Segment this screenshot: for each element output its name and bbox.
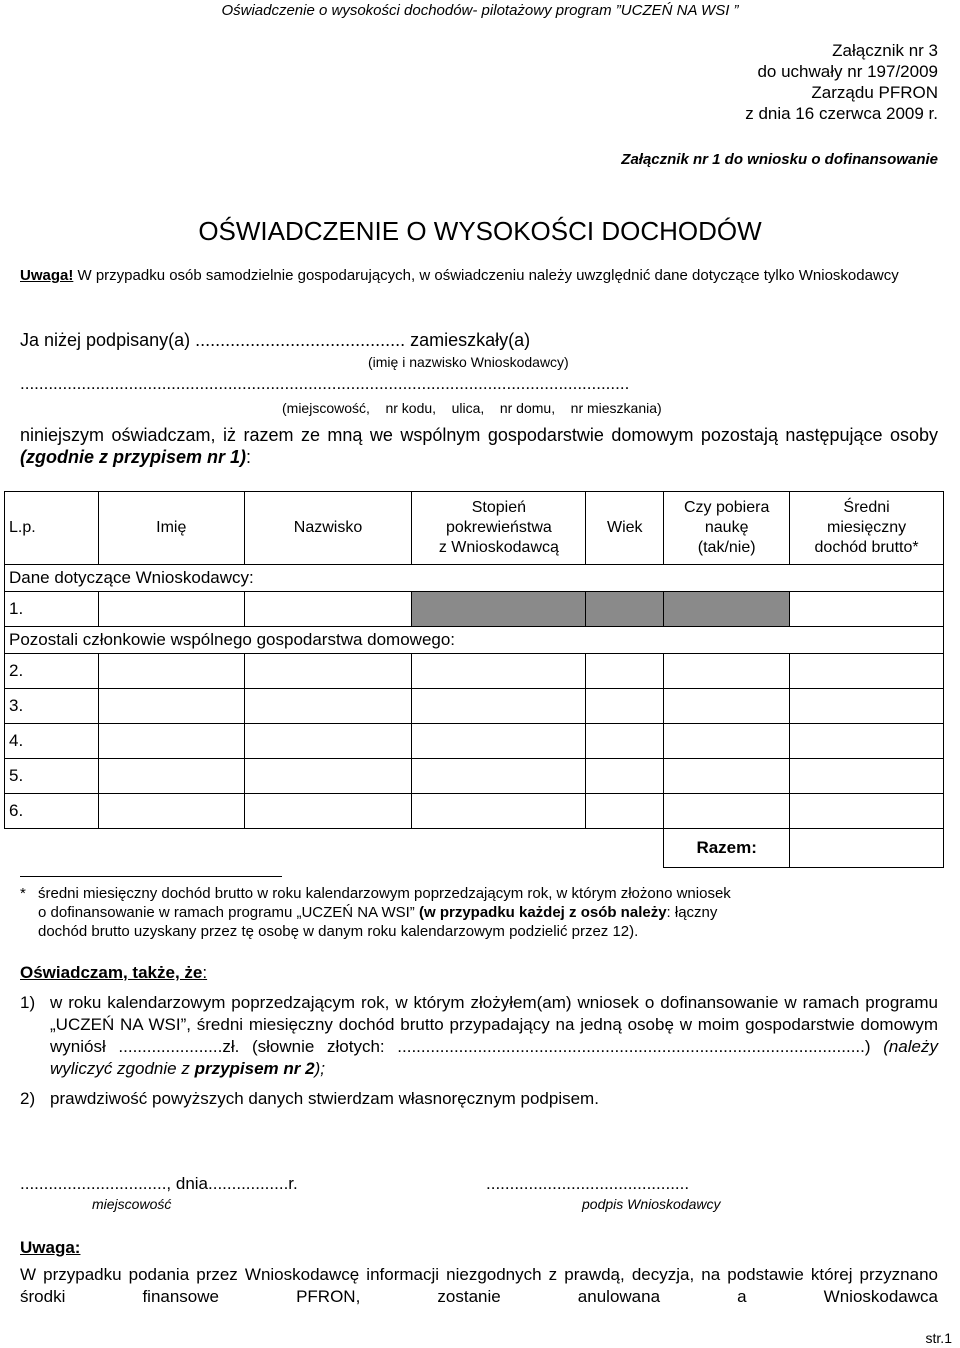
- statements-heading-text: Oświadczam, także, że: [20, 963, 203, 982]
- cell-surname[interactable]: [244, 654, 412, 689]
- cell-study[interactable]: [664, 689, 790, 724]
- footnote-line: dochód brutto uzyskany przez tę osobę w danym roku kalendarzowym podzielić przez 12).: [38, 923, 639, 940]
- cell-name[interactable]: [98, 759, 244, 794]
- cell-income[interactable]: [790, 689, 944, 724]
- footnote-body: [20, 884, 938, 941]
- signer-prefix: Ja niżej podpisany(a): [20, 330, 196, 350]
- signature-caption: podpis Wnioskodawcy: [582, 1196, 721, 1212]
- note-text: W przypadku osób samodzielnie gospodarujących, w oświadczeniu należy uwzględnić dane dotyczące tylko Wnioskodawcy: [73, 267, 899, 284]
- statement-emphasis-text: (należy wyliczyć zgodnie z: [50, 1037, 938, 1078]
- document-title: OŚWIADCZENIE O WYSOKOŚCI DOCHODÓW: [198, 216, 762, 246]
- header-study-line: (tak/nie): [697, 539, 756, 556]
- statement-emphasis-bold: przypisem nr 2: [194, 1059, 315, 1078]
- footnote-line2b: (w przypadku każdej z osób należy: [418, 904, 667, 921]
- header-income-line: Średni: [843, 499, 890, 516]
- row-number: 3.: [5, 689, 99, 724]
- footnote-line2a: o dofinansowanie w ramach programu „UCZEŃ NA WSI”: [38, 904, 419, 921]
- cell-name[interactable]: [98, 592, 244, 627]
- signature-field[interactable]: ...........................................: [486, 1174, 690, 1193]
- cell-name[interactable]: [98, 794, 244, 829]
- statement-text: prawdziwość powyższych danych stwierdzam własnoręcznym podpisem.: [50, 1089, 599, 1108]
- signer-line: [20, 330, 530, 351]
- header-relation-line: Stopień: [471, 499, 526, 516]
- footnote-line: [38, 903, 938, 922]
- declaration-paragraph: [20, 424, 938, 468]
- cell-relation[interactable]: [412, 724, 586, 759]
- declaration-text: niniejszym oświadczam, iż razem ze mną we wspólnym gospodarstwie domowym pozostają następujące osoby: [20, 425, 938, 445]
- statement-item-1: [20, 992, 938, 1080]
- cell-age-disabled: [586, 592, 664, 627]
- household-table: [4, 491, 944, 868]
- table-row: [5, 654, 944, 689]
- cell-age[interactable]: [586, 759, 664, 794]
- table-row: [5, 759, 944, 794]
- row-number: 4.: [5, 724, 99, 759]
- cell-age[interactable]: [586, 794, 664, 829]
- header-name: Imię: [98, 492, 244, 565]
- note-label: Uwaga!: [20, 267, 74, 284]
- row-number: 1.: [5, 592, 99, 627]
- attachment-line: do uchwały nr 197/2009: [757, 62, 938, 81]
- cell-study[interactable]: [664, 759, 790, 794]
- table-row: [5, 724, 944, 759]
- header-surname: Nazwisko: [244, 492, 412, 565]
- table-row: [5, 592, 944, 627]
- footnote-star: *: [20, 885, 26, 902]
- statements-heading: [20, 963, 207, 983]
- applicant-section-label: Dane dotyczące Wnioskodawcy:: [5, 565, 944, 592]
- header-relation-line: z Wnioskodawcą: [438, 539, 559, 556]
- header-relation-line: pokrewieństwa: [445, 519, 552, 536]
- income-words-field[interactable]: ...................................................................................................: [397, 1037, 865, 1056]
- others-section-label: Pozostali członkowie wspólnego gospodarstwa domowego:: [5, 627, 944, 654]
- total-income[interactable]: [790, 829, 944, 868]
- header-study: [664, 492, 790, 565]
- page-number: str.1: [925, 1330, 952, 1346]
- header-study-line: naukę: [704, 519, 749, 536]
- attachment-block: [745, 40, 938, 124]
- cell-relation[interactable]: [412, 689, 586, 724]
- attachment-line: z dnia 16 czerwca 2009 r.: [745, 104, 938, 123]
- cell-surname[interactable]: [244, 724, 412, 759]
- header-income: [790, 492, 944, 565]
- attachment-reference: Załącznik nr 1 do wniosku o dofinansowanie: [621, 151, 938, 168]
- cell-relation[interactable]: [412, 654, 586, 689]
- cell-surname[interactable]: [244, 592, 412, 627]
- signer-suffix: zamieszkały(a): [405, 330, 531, 350]
- header-lp: L.p.: [5, 492, 99, 565]
- cell-income[interactable]: [790, 759, 944, 794]
- cell-age[interactable]: [586, 724, 664, 759]
- header-relation: [412, 492, 586, 565]
- total-label: Razem:: [664, 829, 790, 868]
- header-income-line: miesięczny: [826, 519, 907, 536]
- declaration-tail: :: [246, 447, 252, 467]
- running-header: Oświadczenie o wysokości dochodów- pilotażowy program ”UCZEŃ NA WSI ”: [221, 2, 739, 19]
- row-number: 6.: [5, 794, 99, 829]
- declaration-emphasis: (zgodnie z przypisem nr 1): [20, 447, 247, 467]
- attachment-line: Załącznik nr 3: [832, 41, 938, 60]
- address-caption: (miejscowość, nr kodu, ulica, nr domu, nr mieszkania): [282, 400, 662, 416]
- cell-surname[interactable]: [244, 794, 412, 829]
- address-field[interactable]: .................................................................................................................................: [20, 374, 630, 393]
- place-caption: miejscowość: [92, 1196, 172, 1212]
- cell-study[interactable]: [664, 654, 790, 689]
- cell-study[interactable]: [664, 794, 790, 829]
- attachment-line: Zarządu PFRON: [811, 83, 938, 102]
- note-paragraph: [20, 266, 938, 286]
- cell-income[interactable]: [790, 654, 944, 689]
- statements-list: [20, 992, 938, 1110]
- cell-income[interactable]: [790, 794, 944, 829]
- section-row: [5, 627, 944, 654]
- table-header-row: [5, 492, 944, 565]
- cell-name[interactable]: [98, 654, 244, 689]
- cell-study[interactable]: [664, 724, 790, 759]
- cell-relation[interactable]: [412, 794, 586, 829]
- table-row: [5, 689, 944, 724]
- row-number: 5.: [5, 759, 99, 794]
- footnote-line2c: : łączny: [666, 904, 718, 921]
- place-date-field[interactable]: ..............................., dnia.................r.: [20, 1174, 298, 1193]
- footnote: [20, 884, 938, 941]
- income-field[interactable]: ......................: [118, 1037, 223, 1056]
- statement-number: 2): [20, 1089, 36, 1108]
- header-study-line: Czy pobiera: [683, 499, 770, 516]
- footnote-separator: [20, 876, 282, 877]
- header-age: Wiek: [586, 492, 664, 565]
- statement-number: 1): [20, 993, 36, 1012]
- footnote-line: średni miesięczny dochód brutto w roku kalendarzowym poprzedzającym rok, w którym złożono wniosek: [38, 885, 731, 902]
- cell-surname[interactable]: [244, 759, 412, 794]
- section-row: [5, 565, 944, 592]
- cell-relation-disabled: [412, 592, 586, 627]
- cell-name[interactable]: [98, 724, 244, 759]
- cell-study-disabled: [664, 592, 790, 627]
- warning-heading: Uwaga:: [20, 1238, 81, 1257]
- statements-heading-colon: :: [202, 963, 208, 982]
- name-field[interactable]: ..........................................: [195, 330, 406, 350]
- cell-name[interactable]: [98, 689, 244, 724]
- name-caption: (imię i nazwisko Wnioskodawcy): [368, 354, 569, 370]
- total-row: [5, 829, 944, 868]
- statement-item-2: [20, 1088, 938, 1110]
- total-spacer: [5, 829, 664, 868]
- statement-close: ): [864, 1037, 884, 1056]
- cell-age[interactable]: [586, 689, 664, 724]
- warning-text: W przypadku podania przez Wnioskodawcę informacji niezgodnych z prawdą, decyzja, na podstawie której przyznano środki finansowe PFRON, zostanie anulowana a Wnioskodawca: [20, 1265, 938, 1306]
- statement-currency: zł. (słownie złotych:: [222, 1037, 385, 1056]
- cell-age[interactable]: [586, 654, 664, 689]
- row-number: 2.: [5, 654, 99, 689]
- statement-text: w roku kalendarzowym poprzedzającym rok, w którym złożyłem(am) wniosek o dofinansowanie w ramach programu „UCZEŃ NA WSI”, średni miesięczny dochód brutto przypadający na jedną osobę w moim gospodarstwie domowym wyniósł: [50, 993, 938, 1056]
- cell-income[interactable]: [790, 592, 944, 627]
- cell-surname[interactable]: [244, 689, 412, 724]
- header-income-line: dochód brutto*: [814, 539, 919, 556]
- cell-income[interactable]: [790, 724, 944, 759]
- cell-relation[interactable]: [412, 759, 586, 794]
- table-row: [5, 794, 944, 829]
- statement-emphasis-end: );: [314, 1059, 325, 1078]
